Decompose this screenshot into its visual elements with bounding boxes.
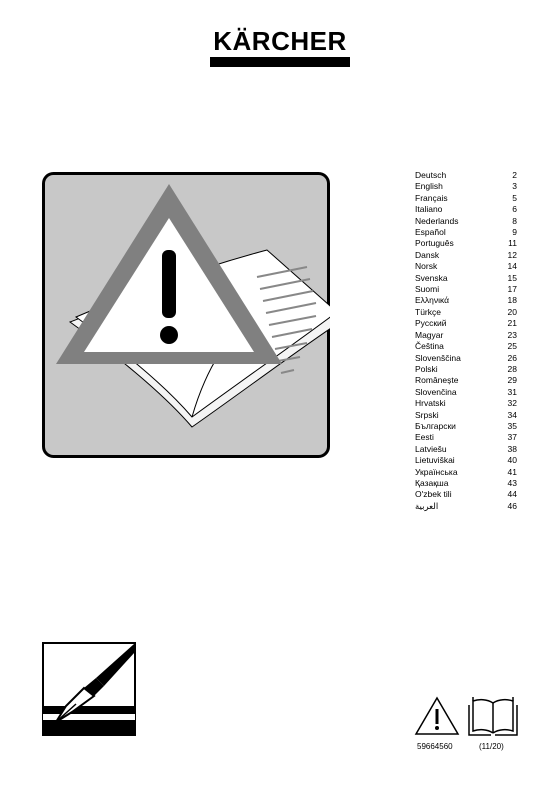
toc-language: English — [415, 181, 443, 192]
toc-language: Slovenščina — [415, 352, 461, 363]
toc-row[interactable] — [415, 398, 517, 409]
toc-row[interactable] — [415, 455, 517, 466]
toc-page: 2 — [512, 170, 517, 180]
toc-row[interactable] — [415, 432, 517, 443]
toc-row[interactable] — [415, 261, 517, 272]
toc-row[interactable] — [415, 216, 517, 227]
toc-language: Românește — [415, 375, 459, 386]
toc-language: Norsk — [415, 261, 438, 272]
toc-language: Latviešu — [415, 443, 447, 454]
toc-page: 46 — [507, 500, 517, 511]
toc-language: Türkçe — [415, 306, 441, 317]
toc-row[interactable] — [415, 489, 517, 500]
toc-page: 11 — [508, 238, 517, 249]
toc-row[interactable] — [415, 284, 517, 295]
toc-row[interactable] — [415, 250, 517, 261]
toc-page: 41 — [507, 466, 517, 477]
toc-page: 5 — [512, 192, 517, 203]
toc-language: العربية — [415, 500, 439, 511]
toc-page: 12 — [507, 249, 517, 260]
toc-page: 32 — [507, 398, 517, 409]
open-book-icon — [467, 693, 519, 737]
part-number: 59664560 — [417, 742, 453, 751]
toc-page: 14 — [507, 261, 517, 272]
toc-language: Lietuviškai — [415, 455, 455, 466]
toc-language: Magyar — [415, 329, 444, 340]
toc-language: Українська — [415, 466, 458, 477]
toc-row[interactable] — [415, 227, 517, 238]
toc-page: 9 — [512, 227, 517, 238]
toc-row[interactable] — [415, 501, 517, 512]
toc-row[interactable] — [415, 421, 517, 432]
brand-logo-bar — [210, 57, 350, 67]
toc-page: 20 — [507, 306, 517, 317]
toc-language: Български — [415, 420, 456, 431]
toc-row[interactable] — [415, 375, 517, 386]
toc-row[interactable] — [415, 238, 517, 249]
toc-row[interactable] — [415, 387, 517, 398]
toc-page: 37 — [507, 432, 517, 443]
toc-page: 15 — [507, 272, 517, 283]
toc-row[interactable] — [415, 467, 517, 478]
toc-language: Polski — [415, 363, 438, 374]
toc-language: Русский — [415, 318, 447, 329]
toc-language: Français — [415, 192, 448, 203]
toc-page: 26 — [507, 352, 517, 363]
toc-page: 44 — [507, 489, 517, 500]
toc-language: Eesti — [415, 432, 434, 443]
toc-language: Srpski — [415, 409, 439, 420]
brand-logo-text: KÄRCHER — [213, 26, 347, 56]
warning-triangle-with-manual-icon — [42, 172, 330, 458]
toc-language: Dansk — [415, 249, 440, 260]
toc-language: Čeština — [415, 341, 444, 352]
toc-language: Svenska — [415, 272, 448, 283]
toc-language: Suomi — [415, 284, 440, 295]
toc-page: 18 — [507, 295, 517, 306]
toc-row[interactable] — [415, 353, 517, 364]
toc-language: Nederlands — [415, 215, 459, 226]
toc-page: 43 — [507, 477, 517, 488]
toc-row[interactable] — [415, 204, 517, 215]
toc-row[interactable] — [415, 273, 517, 284]
toc-row[interactable] — [415, 318, 517, 329]
warning-icon — [414, 696, 460, 736]
toc-row[interactable] — [415, 181, 517, 192]
toc-page: 31 — [507, 386, 517, 397]
toc-row[interactable] — [415, 478, 517, 489]
toc-page: 8 — [512, 215, 517, 226]
toc-row[interactable] — [415, 410, 517, 421]
toc-page: 40 — [507, 455, 517, 466]
toc-language: Hrvatski — [415, 398, 446, 409]
toc-row[interactable] — [415, 307, 517, 318]
toc-page: 34 — [507, 409, 517, 420]
toc-language: Español — [415, 227, 446, 238]
toc-page: 28 — [507, 363, 517, 374]
toc-language: Italiano — [415, 204, 443, 215]
revision-date: (11/20) — [479, 742, 504, 751]
toc-page: 17 — [507, 284, 517, 295]
toc-row[interactable] — [415, 295, 517, 306]
toc-language: Ελληνικά — [415, 295, 450, 306]
toc-page: 23 — [507, 329, 517, 340]
toc-page: 6 — [512, 204, 517, 215]
toc-language: Slovenčina — [415, 386, 457, 397]
toc-page: 21 — [507, 318, 517, 329]
toc-row[interactable] — [415, 444, 517, 455]
toc-page: 38 — [507, 443, 517, 454]
pen-hazard-icon — [42, 642, 136, 736]
toc-page: 35 — [507, 420, 517, 431]
toc-language: O'zbek tili — [415, 489, 452, 500]
toc-language: Deutsch — [415, 170, 447, 180]
toc-row[interactable] — [415, 330, 517, 341]
toc-language: Português — [415, 238, 454, 249]
toc-row[interactable] — [415, 364, 517, 375]
toc-page: 25 — [507, 341, 517, 352]
brand-logo — [210, 28, 350, 67]
toc-page: 29 — [507, 375, 517, 386]
toc-row[interactable] — [415, 341, 517, 352]
language-table-of-contents — [415, 170, 517, 512]
toc-row[interactable] — [415, 170, 517, 181]
toc-language: Қазақша — [415, 477, 449, 488]
toc-row[interactable] — [415, 193, 517, 204]
toc-page: 3 — [512, 181, 517, 192]
